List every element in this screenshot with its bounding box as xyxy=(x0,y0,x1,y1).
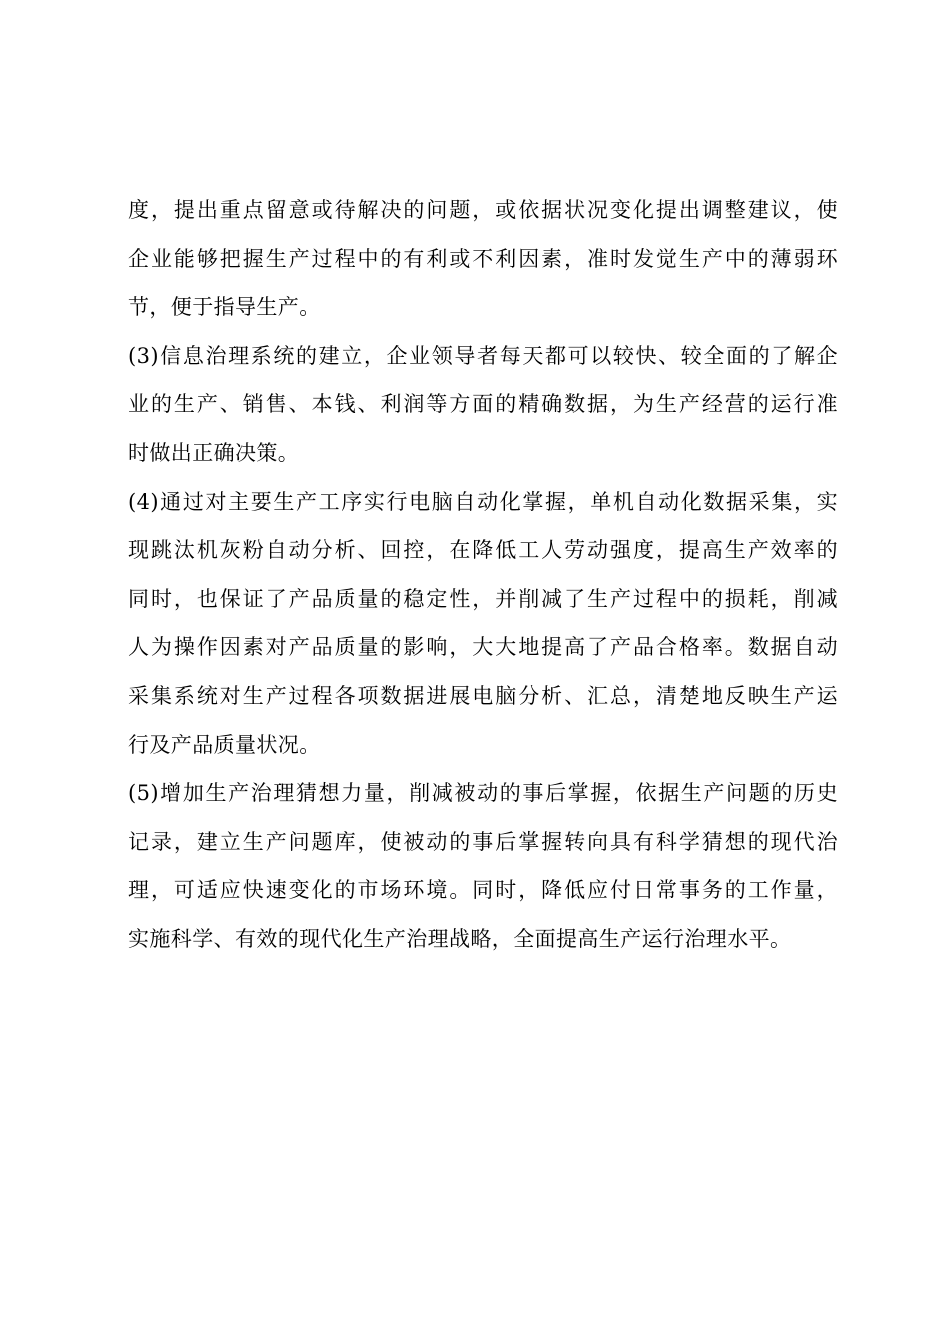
text-line: 记录，建立生产问题库，使被动的事后掌握转向具有科学猜想的现代治 xyxy=(128,829,838,854)
text-line: (5)增加生产治理猜想力量，削减被动的事后掌握，依据生产问题的历史 xyxy=(128,781,838,806)
text-line: 实施科学、有效的现代化生产治理战略，全面提高生产运行治理水平。 xyxy=(128,926,792,951)
text-line: 业的生产、销售、本钱、利润等方面的精确数据，为生产经营的运行准 xyxy=(128,392,838,417)
text-line: 同时，也保证了产品质量的稳定性，并削减了生产过程中的损耗，削减 xyxy=(128,586,838,611)
text-line: 企业能够把握生产过程中的有利或不利因素，准时发觉生产中的薄弱环 xyxy=(128,246,838,271)
text-line: 节，便于指导生产。 xyxy=(128,295,321,320)
body-text xyxy=(128,186,838,964)
paragraph-item-3 xyxy=(128,332,838,478)
text-line: 现跳汰机灰粉自动分析、回控，在降低工人劳动强度，提高生产效率的 xyxy=(128,538,838,563)
paragraph-item-4 xyxy=(128,478,838,770)
paragraph-item-5 xyxy=(128,769,838,963)
text-line: (3)信息治理系统的建立，企业领导者每天都可以较快、较全面的了解企 xyxy=(128,343,838,368)
text-line: 度，提出重点留意或待解决的问题，或依据状况变化提出调整建议，使 xyxy=(128,198,838,222)
text-line: 时做出正确决策。 xyxy=(128,440,300,465)
text-line: 采集系统对生产过程各项数据进展电脑分析、汇总，清楚地反映生产运 xyxy=(128,683,838,708)
text-line: 理，可适应快速变化的市场环境。同时，降低应付日常事务的工作量， xyxy=(128,878,838,903)
text-line: 行及产品质量状况。 xyxy=(128,732,321,757)
text-line: (4)通过对主要生产工序实行电脑自动化掌握，单机自动化数据采集，实 xyxy=(128,489,838,514)
text-line: 人为操作因素对产品质量的影响，大大地提高了产品合格率。数据自动 xyxy=(128,635,838,660)
paragraph-continuation xyxy=(128,186,838,332)
